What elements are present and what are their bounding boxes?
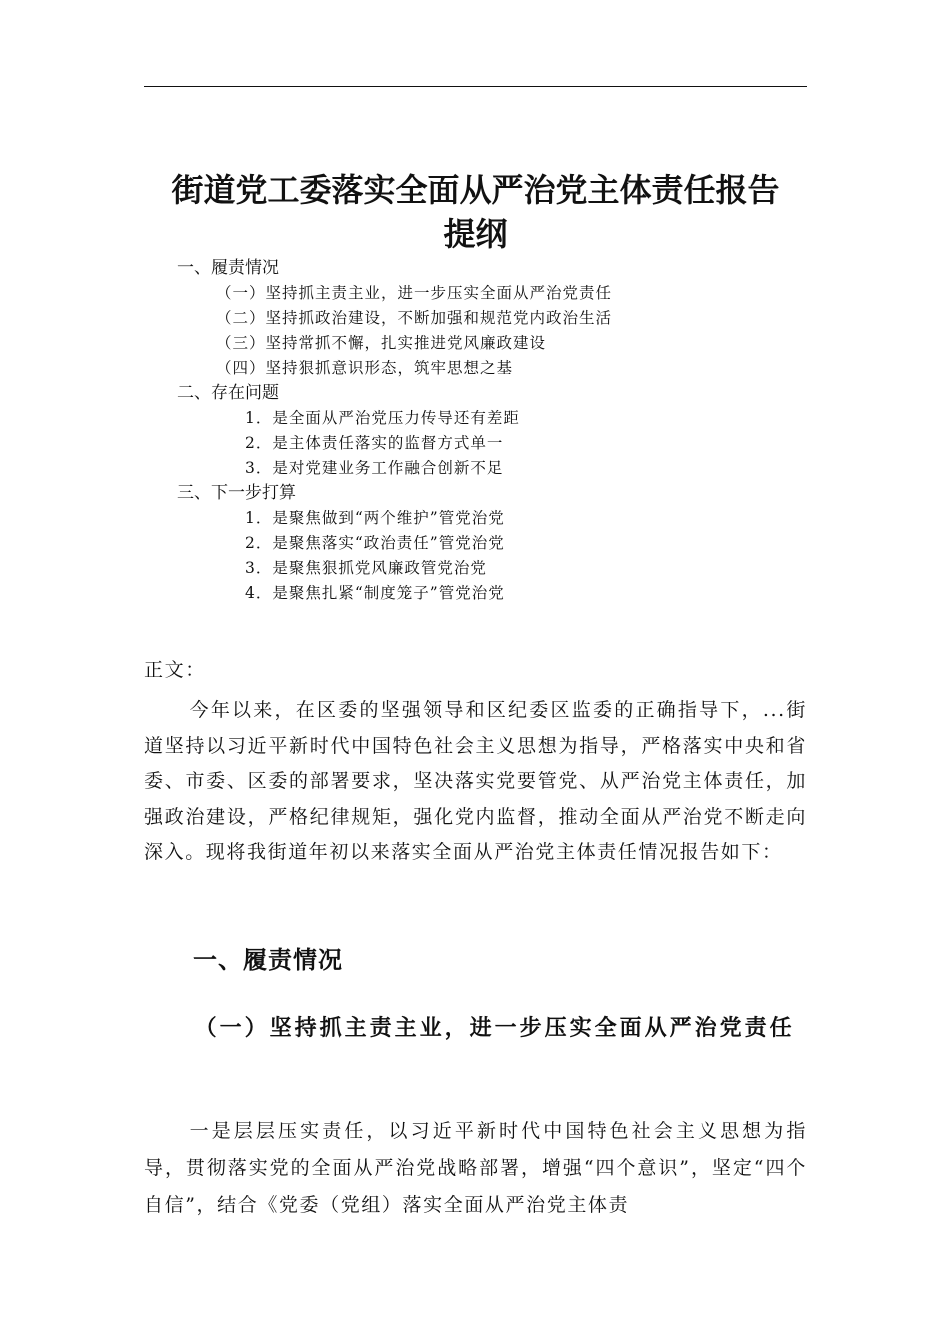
section-heading: 一、履责情况 bbox=[193, 946, 343, 974]
outline-item: 3．是对党建业务工作融合创新不足 bbox=[245, 459, 504, 477]
outline-item: 3．是聚焦狠抓党风廉政管党治党 bbox=[245, 559, 487, 577]
body-label: 正文： bbox=[144, 659, 206, 681]
header-rule bbox=[144, 86, 807, 87]
outline-item: 2．是聚焦落实“政治责任”管党治党 bbox=[245, 534, 505, 552]
outline-item: （一）坚持抓主责主业，进一步压实全面从严治党责任 bbox=[216, 284, 613, 302]
outline-item: （二）坚持抓政治建设，不断加强和规范党内政治生活 bbox=[216, 309, 613, 327]
outline-item: 1．是聚焦做到“两个维护”管党治党 bbox=[245, 509, 505, 527]
outline-item: 4．是聚焦扎紧“制度笼子”管党治党 bbox=[245, 584, 505, 602]
outline-item: 1．是全面从严治党压力传导还有差距 bbox=[245, 409, 520, 427]
subsection-heading: （一）坚持抓主责主业，进一步压实全面从严治党责任 bbox=[194, 1016, 795, 1041]
title-line-2: 提纲 bbox=[443, 215, 508, 253]
outline bbox=[177, 256, 797, 606]
title-line-1: 街道党工委落实全面从严治党主体责任报告 bbox=[171, 171, 780, 209]
outline-item: （四）坚持狠抓意识形态，筑牢思想之基 bbox=[216, 359, 514, 377]
document-title bbox=[144, 168, 807, 256]
outline-item: （三）坚持常抓不懈，扎实推进党风廉政建设 bbox=[216, 334, 547, 352]
outline-heading-1: 一、履责情况 bbox=[177, 258, 279, 278]
outline-heading-2: 二、存在问题 bbox=[177, 383, 279, 403]
outline-item: 2．是主体责任落实的监督方式单一 bbox=[245, 434, 504, 452]
body-paragraph: 一是层层压实责任，以习近平新时代中国特色社会主义思想为指导，贯彻落实党的全面从严治党战略部署，增强“四个意识”，坚定“四个自信”，结合《党委（党组）落实全面从严治党主体责 bbox=[144, 1120, 807, 1216]
outline-heading-3: 三、下一步打算 bbox=[177, 483, 296, 503]
intro-paragraph: 今年以来，在区委的坚强领导和区纪委区监委的正确指导下，...街道坚持以习近平新时代中国特色社会主义思想为指导，严格落实中央和省委、市委、区委的部署要求，坚决落实党要管党、从严治党主体责任，加强政治建设，严格纪律规矩，强化党内监督，推动全面从严治党不断走向深入。现将我街道年初以来落实全面从严治党主体责任情况报告如下： bbox=[144, 699, 807, 863]
